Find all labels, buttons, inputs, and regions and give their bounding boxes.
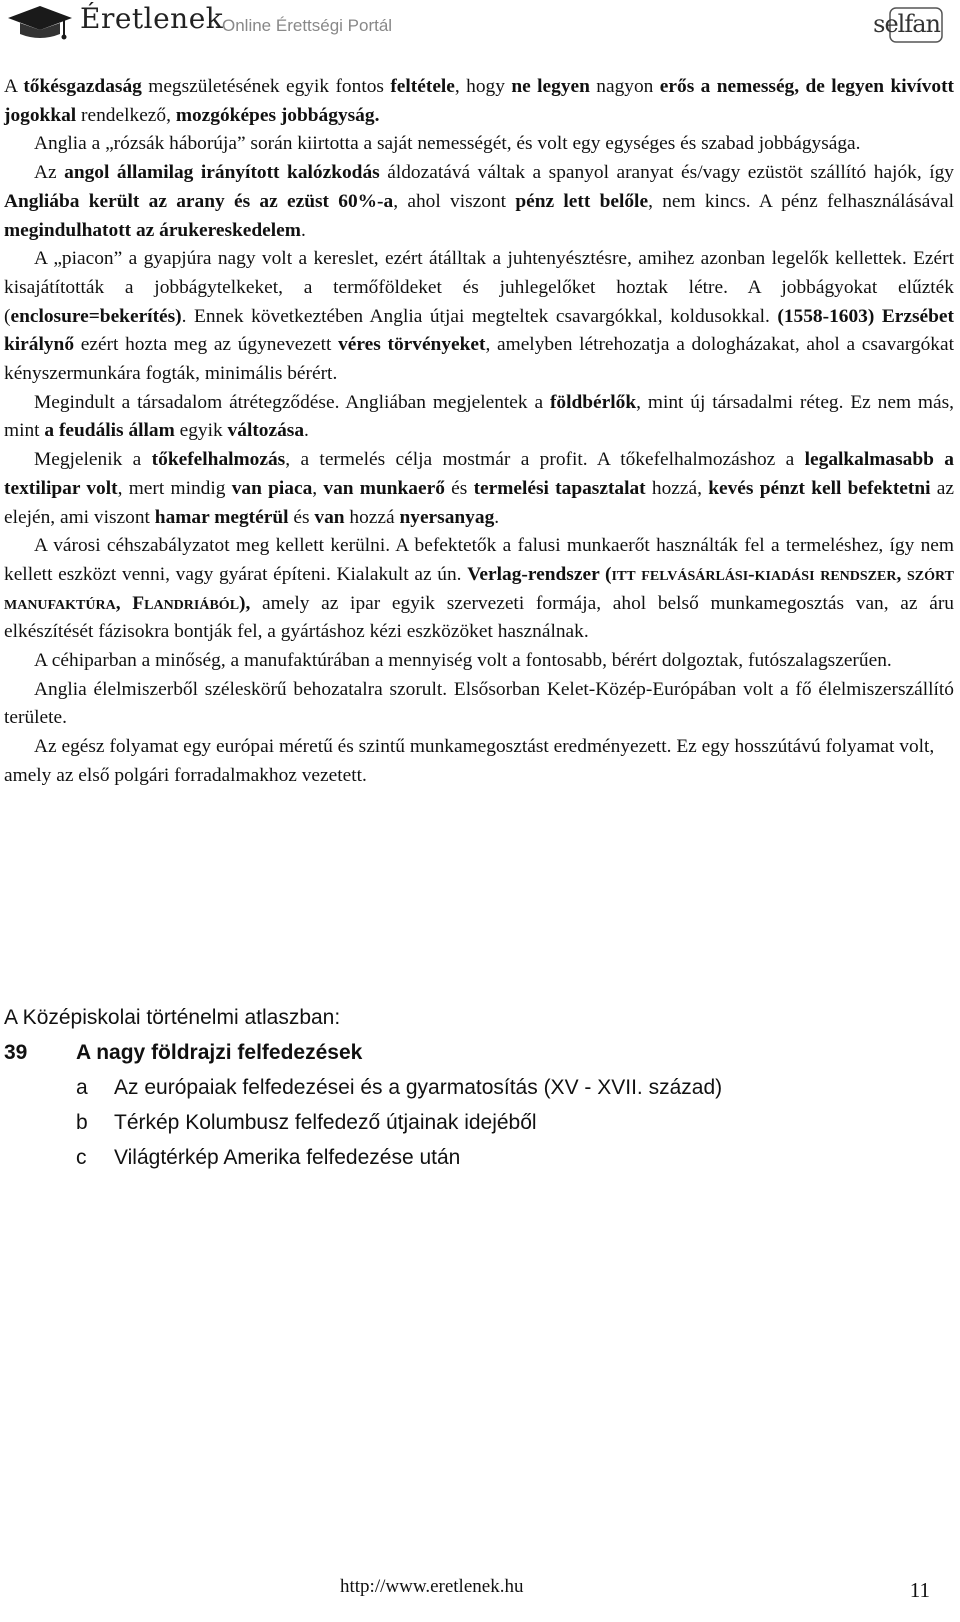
paragraph: Az egész folyamat egy európai méretű és szintű munkamegosztást eredményezett. Ez egy hosszútávú folyamat volt, amely az első polgári forradalmakhoz vezetett. bbox=[4, 736, 935, 786]
atlas-heading bbox=[4, 1035, 722, 1070]
paragraph: Anglia a „rózsák háborúja” során kiirtotta a saját nemességét, és volt egy egységes és szabad jobbágysága. bbox=[34, 133, 861, 155]
brand-name: Éretlenek bbox=[80, 2, 224, 35]
page-header bbox=[0, 0, 960, 52]
footer-url: http://www.eretlenek.hu bbox=[340, 1576, 524, 1597]
atlas-number: 39 bbox=[4, 1041, 28, 1064]
atlas-title: A nagy földrajzi felfedezések bbox=[76, 1041, 363, 1064]
paragraph: A városi céhszabályzatot meg kellett kerülni. A befektetők a falusi munkaerőt használták fel a termeléshez, így nem kellett eszközt venni, vagy gyárat építeni. Kialakult az ún. Verlag-rendszer (itt felvásárlási-kiadási rendszer, szórt manufaktúra, Flandriából), amely az ipar egyik szervezeti formája, ahol belső munkamegosztás van, az áru elkészítését fázisokra bontják fel, a gyártáshoz kézi eszközöket használnak. bbox=[4, 535, 954, 643]
paragraph: A „piacon” a gyapjúra nagy volt a kereslet, ezért átálltak a juhtenyésztésre, amihez azonban legelők kellettek. Ezért kisajátították a jobbágytelkeket, a termőföldeket és juhlegelőket hoztak létre. A jobbágyokat elűzték (enclosure=bekerítés). Ennek következtében Anglia útjai megteltek csavargókkal, koldusokkal. (1558-1603) Erzsébet királynő ezért hozta meg az úgynevezett véres törvényeket, amelyben létrehozatja a dologházakat, ahol a csavargókat kényszermunkára fogták, minimális bérért. bbox=[4, 248, 954, 385]
list-item: a Az európaiak felfedezései és a gyarmatosítás (XV - XVII. század) bbox=[76, 1076, 723, 1099]
atlas-reference bbox=[4, 1000, 722, 1175]
brand-tagline: Online Érettségi Portál bbox=[222, 16, 393, 35]
paragraph: A tőkésgazdaság megszületésének egyik fontos feltétele, hogy ne legyen nagyon erős a nemesség, de legyen kivívott jogokkal rendelkező, mozgóképes jobbágyság. bbox=[4, 76, 955, 126]
atlas-intro: A Középiskolai történelmi atlaszban: bbox=[4, 1006, 341, 1029]
list-item: b Térkép Kolumbusz felfedező útjainak idejéből bbox=[76, 1111, 537, 1134]
page-number: 11 bbox=[909, 1578, 930, 1602]
paragraph: A céhiparban a minőség, a manufaktúrában a mennyiség volt a fontosabb, bérért dolgoztak, futószalagszerűen. bbox=[34, 650, 892, 672]
partner-logo-text: selfan bbox=[873, 10, 940, 38]
paragraph: Anglia élelmiszerből széleskörű behozatalra szorult. Elsősorban Kelet-Közép-Európában volt a fő élelmiszerszállító területe. bbox=[4, 678, 954, 729]
graduation-cap-icon bbox=[4, 2, 74, 42]
list-item: c Világtérkép Amerika felfedezése után bbox=[76, 1146, 461, 1169]
main-text bbox=[4, 73, 954, 791]
paragraph: Megjelenik a tőkefelhalmozás, a termelés célja mostmár a profit. A tőkefelhalmozáshoz a legalkalmasabb a textilipar volt, mert mindig van piaca, van munkaerő és termelési tapasztalat hozzá, kevés pénzt kell befektetni az elején, ami viszont hamar megtérül és van hozzá nyersanyag. bbox=[4, 449, 954, 528]
paragraph: Az angol államilag irányított kalózkodás áldozatává váltak a spanyol aranyat és/vagy ezüstöt szállító hajók, így Angliába került az arany és az ezüst 60%-a, ahol viszont pénz lett belőle, nem kincs. A pénz felhasználásával megindulhatott az árukereskedelem. bbox=[4, 162, 954, 241]
paragraph: Megindult a társadalom átrétegződése. Angliában megjelentek a földbérlők, mint új társadalmi réteg. Ez nem más, mint a feudális állam egyik változása. bbox=[4, 391, 954, 442]
